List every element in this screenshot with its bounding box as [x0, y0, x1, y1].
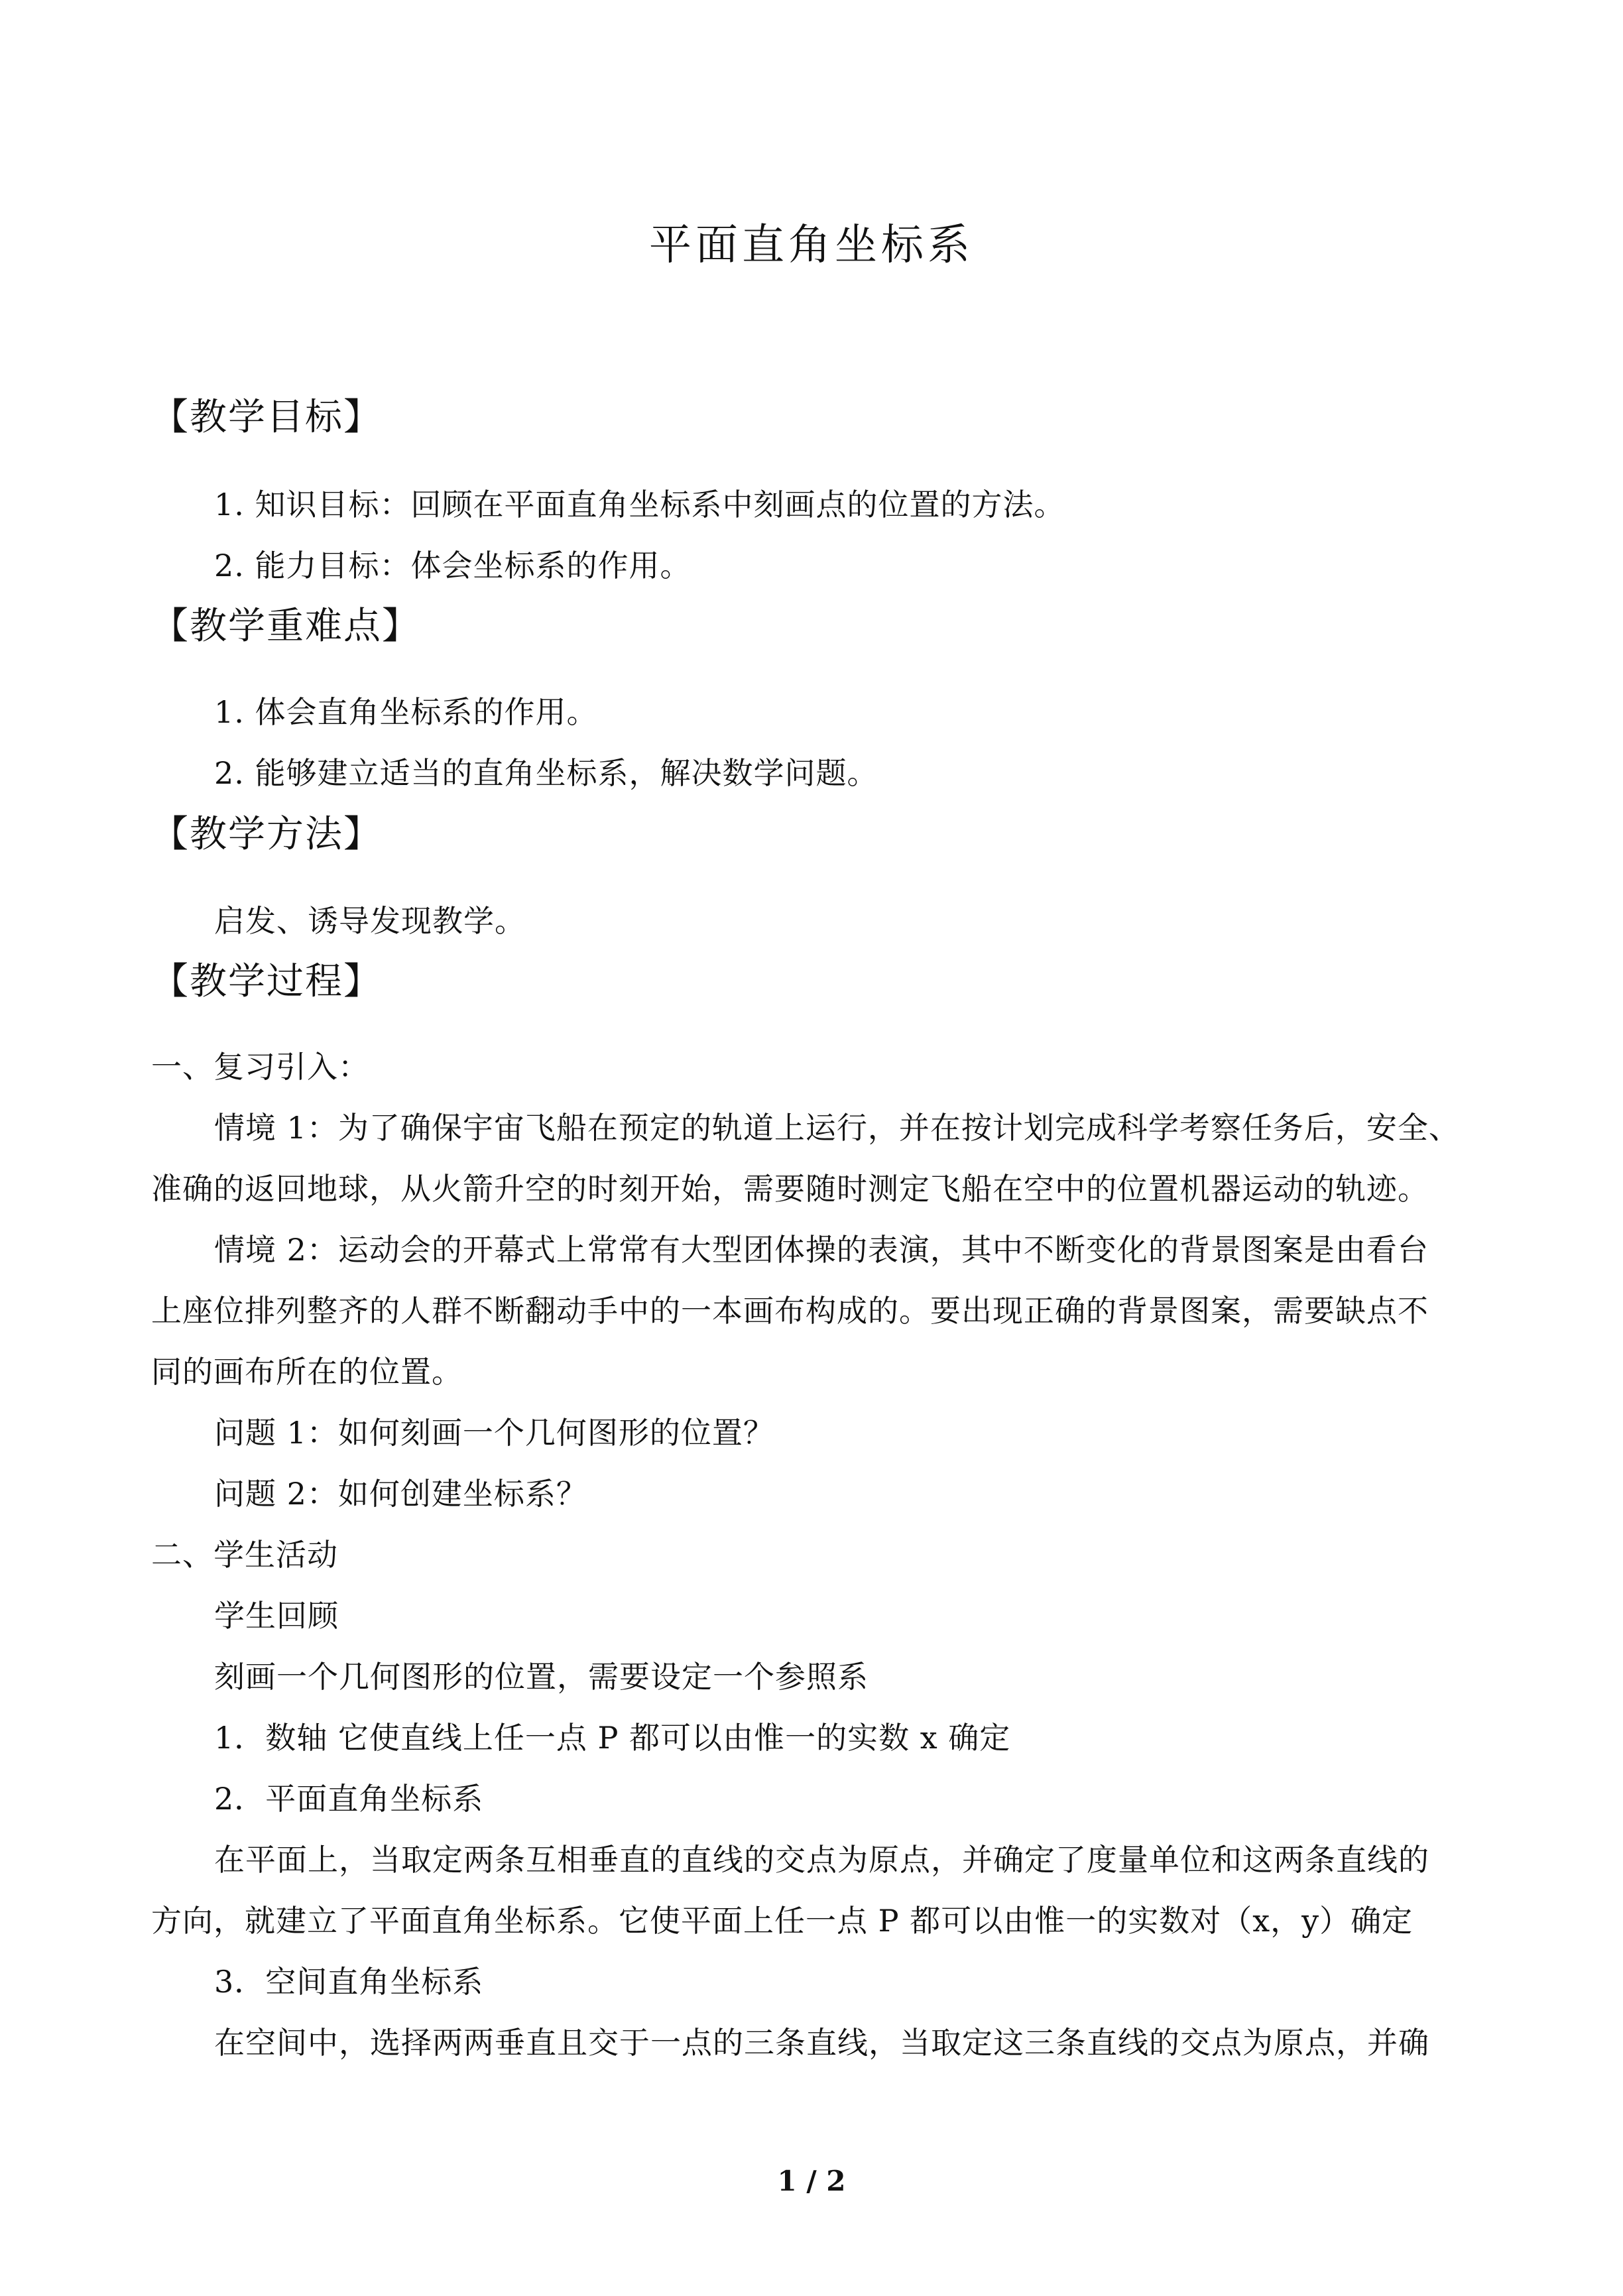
space-line-1: 在空间中，选择两两垂直且交于一点的三条直线，当取定这三条直线的交点为原点，并确	[214, 2025, 1429, 2061]
part2-title: 二、学生活动	[151, 1537, 338, 1573]
key-point-item-2: 2. 能够建立适当的直角坐标系，解决数学问题。	[214, 755, 878, 791]
axis-item-2: 2．平面直角坐标系	[214, 1781, 484, 1817]
heading-key-points: 【教学重难点】	[151, 605, 420, 648]
objective-item-1: 1. 知识目标：回顾在平面直角坐标系中刻画点的位置的方法。	[214, 487, 1065, 522]
axis-item-1: 1．数轴 它使直线上任一点 P 都可以由惟一的实数 x 确定	[214, 1720, 1011, 1756]
plane-line-1: 在平面上，当取定两条互相垂直的直线的交点为原点，并确定了度量单位和这两条直线的	[214, 1842, 1429, 1878]
scene1-line-1: 情境 1：为了确保宇宙飞船在预定的轨道上运行，并在按计划完成科学考察任务后，安全、	[214, 1110, 1460, 1146]
heading-process: 【教学过程】	[151, 960, 382, 1003]
methods-text: 启发、诱导发现教学。	[214, 903, 526, 939]
scene2-line-2: 上座位排列整齐的人群不断翻动手中的一本画布构成的。要出现正确的背景图案，需要缺点不	[151, 1293, 1429, 1329]
heading-methods: 【教学方法】	[151, 813, 382, 856]
heading-objectives: 【教学目标】	[151, 396, 382, 439]
question-1: 问题 1：如何刻画一个几何图形的位置？	[214, 1415, 774, 1451]
question-2: 问题 2：如何创建坐标系？	[214, 1476, 587, 1512]
page-title: 平面直角坐标系	[649, 221, 974, 270]
plane-line-2: 方向，就建立了平面直角坐标系。它使平面上任一点 P 都可以由惟一的实数对（x，y）确定	[151, 1903, 1413, 1939]
frame-text: 刻画一个几何图形的位置，需要设定一个参照系	[214, 1659, 869, 1695]
page-number: 1 / 2	[777, 2165, 846, 2197]
scene1-line-2: 准确的返回地球，从火箭升空的时刻开始，需要随时测定飞船在空中的位置机器运动的轨迹。	[151, 1171, 1429, 1207]
part1-title: 一、复习引入：	[151, 1049, 369, 1085]
objective-item-2: 2. 能力目标：体会坐标系的作用。	[214, 548, 691, 583]
scene2-line-3: 同的画布所在的位置。	[151, 1354, 463, 1390]
axis-item-3: 3．空间直角坐标系	[214, 1964, 484, 2000]
review-text: 学生回顾	[214, 1598, 339, 1634]
key-point-item-1: 1. 体会直角坐标系的作用。	[214, 694, 598, 730]
scene2-line-1: 情境 2：运动会的开幕式上常常有大型团体操的表演，其中不断变化的背景图案是由看台	[214, 1232, 1429, 1268]
